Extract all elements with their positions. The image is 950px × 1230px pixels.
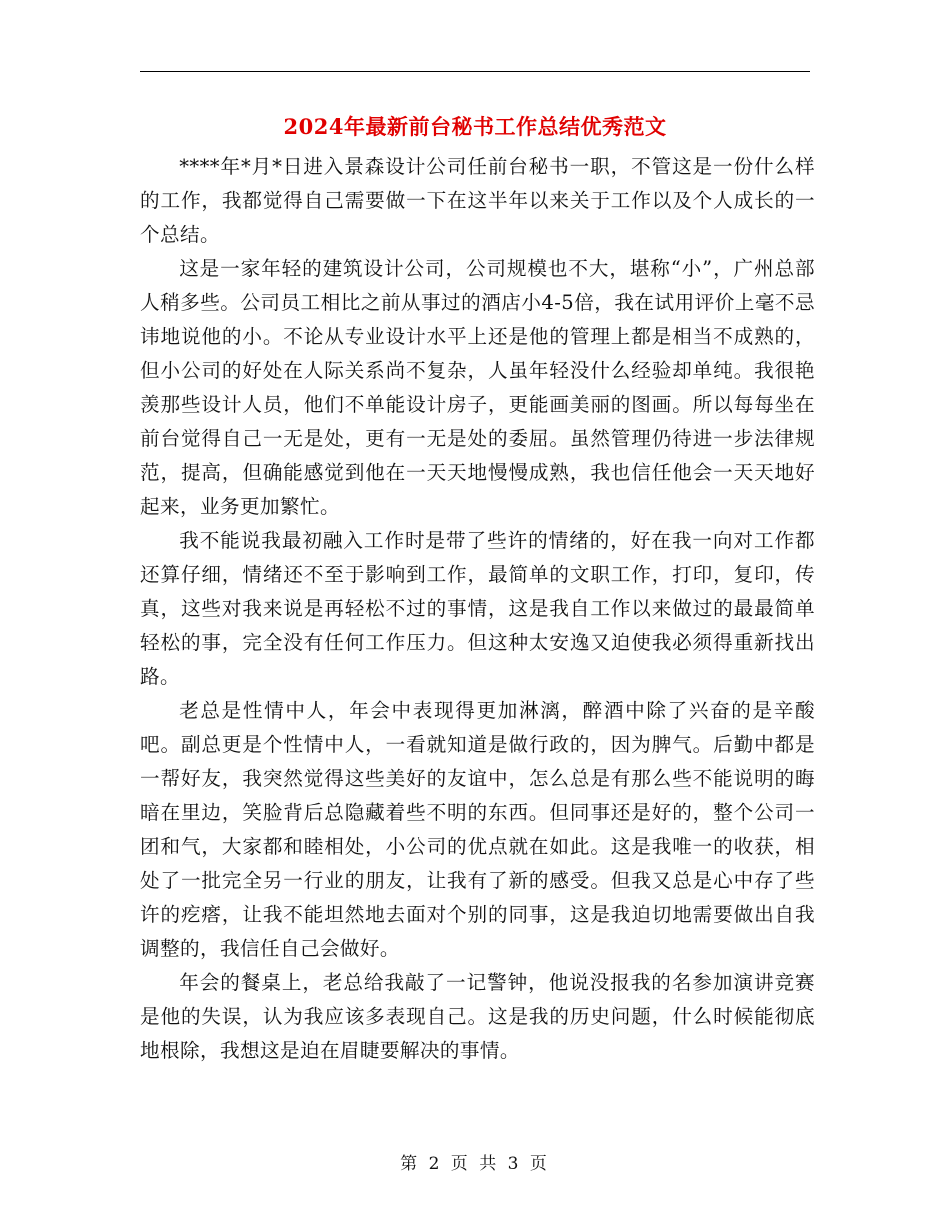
header-rule [140,71,810,72]
paragraph: 这是一家年轻的建筑设计公司，公司规模也不大，堪称“小”，广州总部人稍多些。公司员工相比之前从事过的酒店小4-5倍，我在试用评价上毫不忌讳地说他的小。不论从专业设计水平上还是他的管理上都是相当不成熟的，但小公司的好处在人际关系尚不复杂，人虽年轻没什么经验却单纯。我很艳羡那些设计人员，他们不单能设计房子，更能画美丽的图画。所以每每坐在前台觉得自己一无是处，更有一无是处的委屈。虽然管理仍待进一步法律规范，提高，但确能感觉到他在一天天地慢慢成熟，我也信任他会一天天地好起来，业务更加繁忙。 [140,257,815,518]
paragraph: ****年*月*日进入景森设计公司任前台秘书一职，不管这是一份什么样的工作，我都觉得自己需要做一下在这半年以来关于工作以及个人成长的一个总结。 [140,155,815,246]
paragraph: 年会的餐桌上，老总给我敲了一记警钟，他说没报我的名参加演讲竞赛是他的失误，认为我应该多表现自己。这是我的历史问题，什么时候能彻底地根除，我想这是迫在眉睫要解决的事情。 [140,971,815,1062]
paragraph: 我不能说我最初融入工作时是带了些许的情绪的，好在我一向对工作都还算仔细，情绪还不至于影响到工作，最简单的文职工作，打印，复印，传真，这些对我来说是再轻松不过的事情，这是我自工作以来做过的最最简单轻松的事，完全没有任何工作压力。但这种太安逸又迫使我必须得重新找出路。 [140,529,815,688]
document-body [140,150,815,1068]
document-title: 2024年最新前台秘书工作总结优秀范文 [283,114,667,139]
paragraph: 老总是性情中人，年会中表现得更加淋漓，醉酒中除了兴奋的是辛酸吧。副总更是个性情中人，一看就知道是做行政的，因为脾气。后勤中都是一帮好友，我突然觉得这些美好的友谊中，怎么总是有那么些不能说明的晦暗在里边，笑脸背后总隐藏着些不明的东西。但同事还是好的，整个公司一团和气，大家都和睦相处，小公司的优点就在如此。这是我唯一的收获，相处了一批完全另一行业的朋友，让我有了新的感受。但我又总是心中存了些许的疙瘩，让我不能坦然地去面对个别的同事，这是我迫切地需要做出自我调整的，我信任自己会做好。 [140,699,815,960]
page-number-footer: 第 2 页 共 3 页 [400,1154,550,1174]
